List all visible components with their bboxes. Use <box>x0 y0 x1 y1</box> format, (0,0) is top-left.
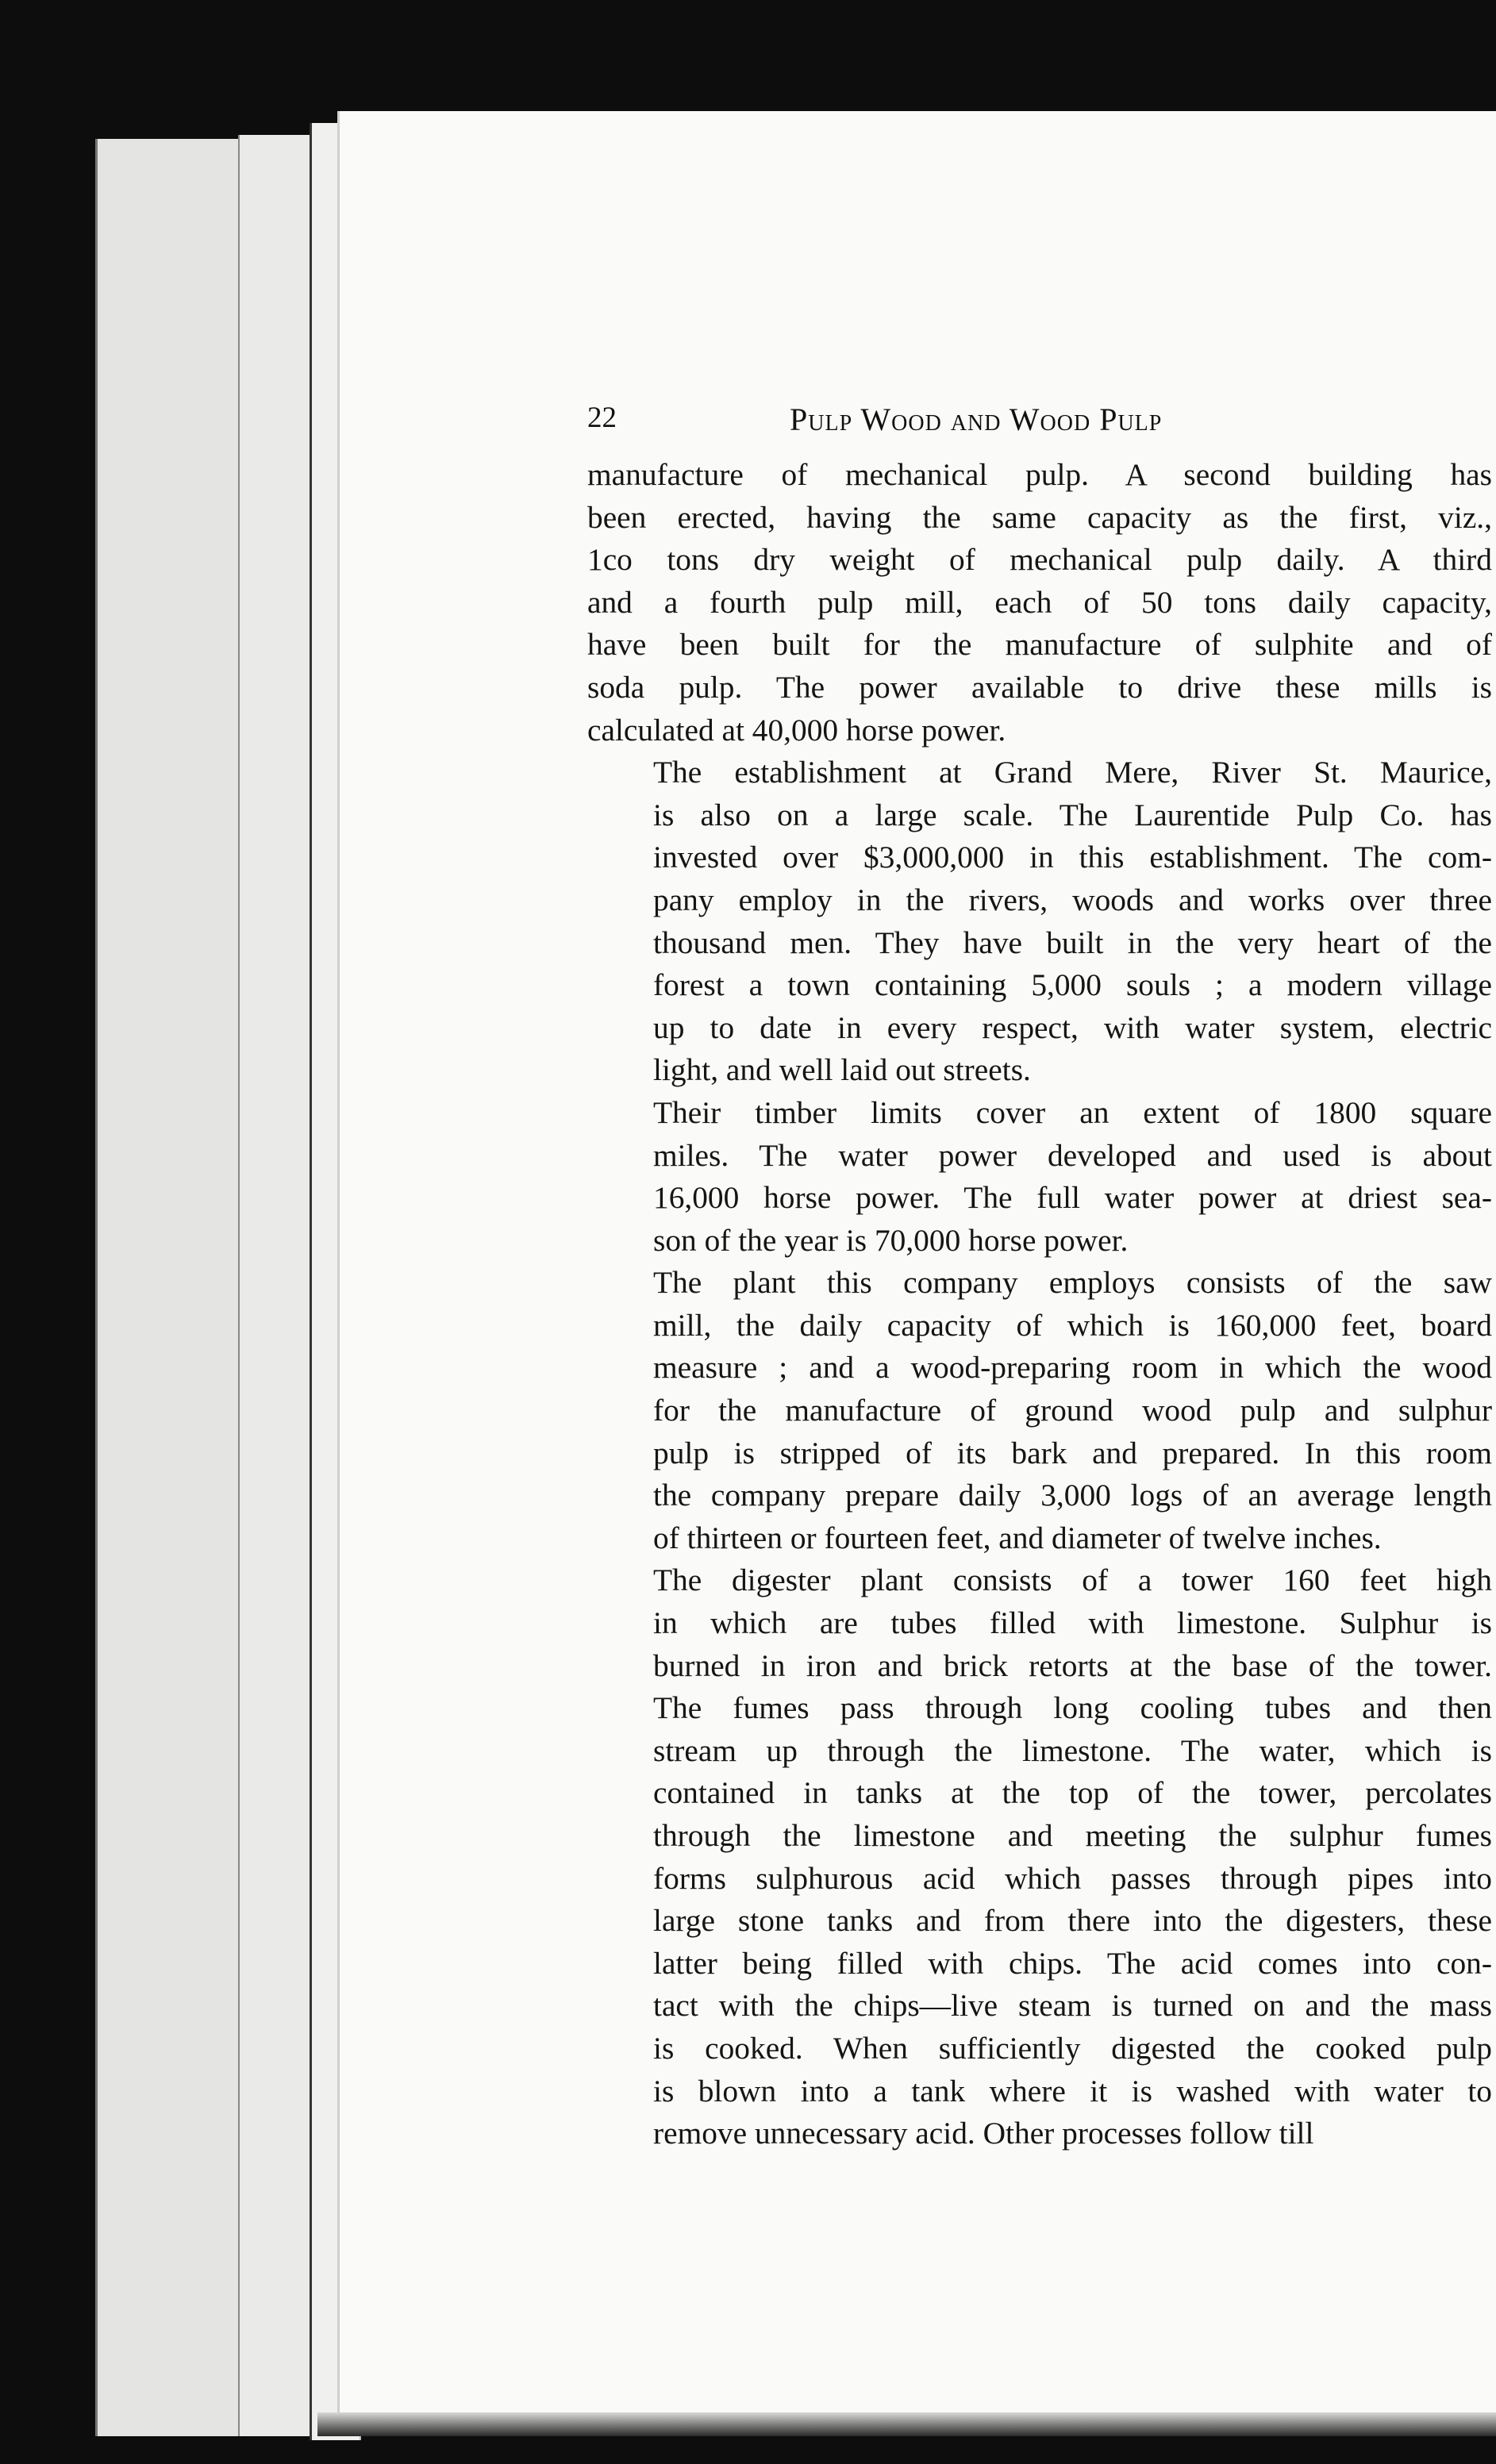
text-line: contained in tanks at the top of the tower, percolates <box>653 1775 1492 1811</box>
text-line: invested over $3,000,000 in this establishment. The com- <box>653 840 1492 875</box>
text-line: remove unnecessary acid. Other processes follow till <box>653 2116 1314 2151</box>
text-line: large stone tanks and from there into the digesters, these <box>653 1903 1492 1939</box>
text-line: mill, the daily capacity of which is 160,000 feet, board <box>653 1307 1492 1343</box>
page-header <box>587 401 1496 448</box>
text-line: 16,000 horse power. The full water power at driest sea- <box>653 1180 1492 1216</box>
text-line: is also on a large scale. The Laurentide Pulp Co. has <box>653 797 1492 832</box>
text-line: The establishment at Grand Mere, River St. Maurice, <box>653 755 1492 790</box>
text-line: been erected, having the same capacity as the first, viz., <box>587 499 1492 535</box>
text-line: calculated at 40,000 horse power. <box>587 712 1006 748</box>
paragraph <box>587 1092 1492 1262</box>
body-text <box>587 454 1492 2155</box>
running-title: Pulp Wood and Wood Pulp <box>790 402 1163 437</box>
paragraph <box>587 1262 1492 1559</box>
text-line: through the limestone and meeting the sulphur fumes <box>653 1818 1492 1853</box>
page-bottom-edge <box>317 2412 1496 2436</box>
page-number: 22 <box>587 402 617 434</box>
text-line: measure ; and a wood-preparing room in which the wood <box>653 1350 1492 1386</box>
paragraph <box>587 454 1492 752</box>
text-line: latter being filled with chips. The acid comes into con- <box>653 1945 1492 1981</box>
text-line: burned in iron and brick retorts at the base of the tower. <box>653 1647 1492 1683</box>
text-line: Their timber limits cover an extent of 1800 square <box>653 1094 1492 1130</box>
text-line: soda pulp. The power available to drive these mills is <box>587 669 1492 705</box>
text-line: stream up through the limestone. The water, which is <box>653 1732 1492 1768</box>
text-line: have been built for the manufacture of sulphite and of <box>587 627 1492 663</box>
text-line: and a fourth pulp mill, each of 50 tons daily capacity, <box>587 584 1492 620</box>
text-line: is blown into a tank where it is washed with water to <box>653 2073 1492 2108</box>
text-line: miles. The water power developed and used is about <box>653 1137 1492 1173</box>
text-line: in which are tubes filled with limestone. Sulphur is <box>653 1605 1492 1641</box>
text-line: The digester plant consists of a tower 160 feet high <box>653 1563 1492 1598</box>
text-line: pany employ in the rivers, woods and works over three <box>653 882 1492 917</box>
text-line: The plant this company employs consists of the saw <box>653 1265 1492 1301</box>
text-line: for the manufacture of ground wood pulp and sulphur <box>653 1393 1492 1428</box>
text-line: the company prepare daily 3,000 logs of an average length <box>653 1478 1492 1513</box>
text-line: manufacture of mechanical pulp. A second building has <box>587 457 1492 492</box>
text-line: forms sulphurous acid which passes through pipes into <box>653 1860 1492 1896</box>
text-line: pulp is stripped of its bark and prepared. In this room <box>653 1435 1492 1470</box>
paragraph <box>587 752 1492 1092</box>
text-line: of thirteen or fourteen feet, and diameter of twelve inches. <box>653 1520 1382 1555</box>
paragraph <box>587 1559 1492 2155</box>
text-line: forest a town containing 5,000 souls ; a modern village <box>653 967 1492 1003</box>
text-line: son of the year is 70,000 horse power. <box>653 1222 1129 1258</box>
text-line: 1co tons dry weight of mechanical pulp daily. A third <box>587 542 1492 578</box>
text-line: The fumes pass through long cooling tubes and then <box>653 1690 1492 1726</box>
text-line: tact with the chips—live steam is turned on and the mass <box>653 1988 1492 2024</box>
text-line: light, and well laid out streets. <box>653 1052 1031 1088</box>
text-line: up to date in every respect, with water system, electric <box>653 1009 1492 1045</box>
text-line: is cooked. When sufficiently digested the cooked pulp <box>653 2030 1492 2066</box>
text-line: thousand men. They have built in the very heart of the <box>653 924 1492 960</box>
